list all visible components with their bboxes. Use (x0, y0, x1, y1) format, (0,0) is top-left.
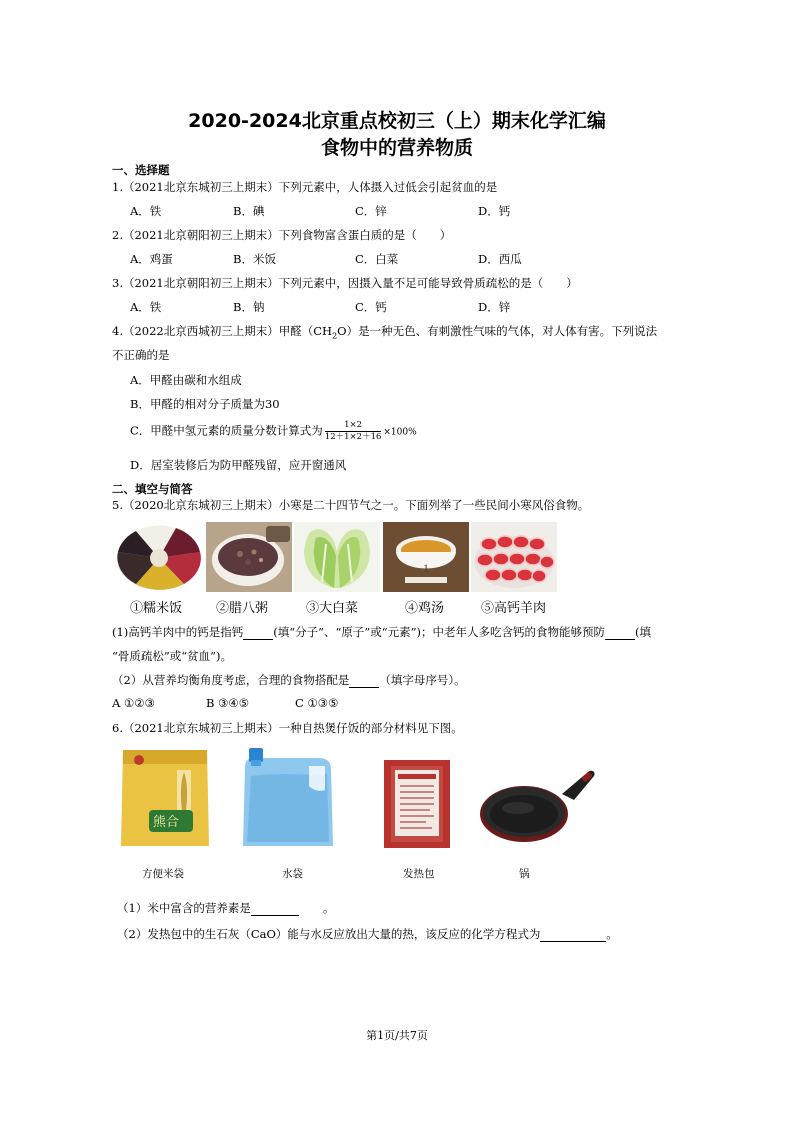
photo-chinese-cabbage (294, 522, 380, 592)
page-title: 2020-2024北京重点校初三（上）期末化学汇编 (188, 110, 606, 132)
q6-p2-text: （2）发热包中的生石灰（CaO）能与水反应放出大量的热，该反应的化学方程式为 (117, 927, 541, 941)
caption-glutinous-rice: ①糯米饭 (130, 601, 183, 616)
question-4-stem-part2: O）是一种无色、有刺激性气味的气体，对人体有害。下列说法 (337, 324, 658, 338)
q5-p1-text-b: (填“分子”、“原子”或“元素”)；中老年人多吃含钙的食物能够预防 (273, 625, 606, 639)
question-5-part-1 (112, 624, 651, 640)
question-4-option-c-text: C．甲醛中氢元素的质量分数计算式为 (130, 423, 323, 438)
question-2-option-d: D．西瓜 (478, 252, 522, 266)
answer-blank[interactable] (251, 901, 299, 916)
q5-p1-text-c: (填 (635, 625, 652, 639)
question-2-option-c: C．白菜 (355, 252, 399, 266)
caption-chicken-soup: ④鸡汤 (405, 601, 445, 616)
photo-mutton-rolls (471, 522, 557, 592)
question-3-option-d: D．锌 (478, 300, 511, 314)
caption-cabbage: ③大白菜 (306, 601, 359, 616)
fraction-suffix: ×100% (383, 427, 417, 438)
photo-laba-porridge (206, 522, 292, 592)
fraction-numerator: 1×2 (325, 420, 382, 432)
caption-wok: 锅 (519, 868, 530, 880)
caption-heating-pack: 发热包 (403, 868, 435, 880)
fraction-formula (325, 420, 382, 443)
fraction-denominator: 12＋1×2＋16 (324, 432, 382, 442)
q6-p1-end: 。 (322, 901, 335, 915)
question-1-option-d: D．钙 (478, 204, 511, 218)
q5-p1-text-a: (1)高钙羊肉中的钙是指钙 (112, 625, 244, 639)
photo-water-bag (239, 746, 335, 850)
answer-blank[interactable] (540, 927, 606, 942)
question-5-part-1-line2: “骨质疏松”或“贫血”)。 (112, 649, 233, 663)
question-6-stem: 6.（2021北京东城初三上期末）一种自热煲仔饭的部分材料见下图。 (112, 721, 463, 735)
answer-blank[interactable] (349, 673, 379, 688)
photo-rice-bag (117, 746, 213, 850)
question-4-stem (112, 323, 657, 340)
q5-choice-a: A ①②③ (112, 696, 155, 710)
question-4-stem-line2: 不正确的是 (112, 348, 170, 362)
q5-choice-c: C ①③⑤ (295, 696, 339, 710)
q6-p1-text: （1）米中富含的营养素是 (117, 901, 251, 915)
question-6-part-1 (117, 900, 334, 916)
question-4-option-c (130, 420, 417, 443)
question-5-stem: 5.（2020北京东城初三上期末）小寒是二十四节气之一。下面列举了一些民间小寒风俗食物。 (112, 498, 590, 512)
q5-choice-b: B ③④⑤ (206, 696, 250, 710)
page-subtitle: 食物中的营养物质 (320, 137, 473, 159)
svg-text:1: 1 (423, 561, 429, 575)
photo-glutinous-rice (116, 522, 202, 592)
answer-blank[interactable] (243, 625, 273, 640)
question-6-part-2 (117, 926, 618, 942)
question-1-stem: 1.（2021北京东城初三上期末）下列元素中，人体摄入过低会引起贫血的是 (112, 180, 498, 194)
question-1-option-b: B．碘 (233, 204, 265, 218)
question-3-stem: 3.（2021北京朝阳初三上期末）下列元素中，因摄入量不足可能导致骨质疏松的是（ ） (112, 276, 578, 290)
photo-chicken-soup (383, 522, 469, 592)
question-5-part-2 (112, 672, 466, 688)
caption-rice-bag: 方便米袋 (142, 868, 184, 880)
question-1-option-c: C．锌 (355, 204, 387, 218)
q5-p2-text: （2）从营养均衡角度考虑，合理的食物搭配是 (112, 673, 350, 687)
question-4-option-b: B．甲醛的相对分子质量为30 (130, 397, 280, 411)
question-2-option-b: B．米饭 (233, 252, 276, 266)
question-4-stem-part1: 4.（2022北京西城初三上期末）甲醛（CH (112, 324, 333, 338)
caption-water-bag: 水袋 (282, 868, 303, 880)
question-3-option-c: C．钙 (355, 300, 387, 314)
photo-wok (478, 762, 602, 858)
caption-laba-porridge: ②腊八粥 (216, 601, 269, 616)
svg-text:熊合: 熊合 (153, 815, 180, 830)
page-number: 第1页/共7页 (366, 1029, 428, 1042)
caption-mutton: ⑤高钙羊肉 (481, 601, 547, 616)
section-heading-choice: 一、选择题 (112, 163, 170, 177)
q6-p2-end: 。 (606, 927, 618, 941)
section-heading-fill: 二、填空与简答 (112, 482, 193, 496)
question-2-stem: 2.（2021北京朝阳初三上期末）下列食物富含蛋白质的是（ ） (112, 228, 452, 242)
question-1-option-a: A．铁 (130, 204, 162, 218)
question-3-option-a: A．铁 (130, 300, 162, 314)
answer-blank[interactable] (605, 625, 635, 640)
question-4-option-a: A．甲醛由碳和水组成 (130, 373, 242, 387)
q5-p2-text-b: （填字母序号）。 (379, 673, 466, 687)
formula-subscript: 2 (332, 331, 338, 341)
question-4-option-d: D．居室装修后为防甲醛残留，应开窗通风 (130, 458, 347, 472)
photo-heating-pack (384, 760, 450, 848)
question-2-option-a: A．鸡蛋 (130, 252, 173, 266)
question-3-option-b: B．钠 (233, 300, 265, 314)
